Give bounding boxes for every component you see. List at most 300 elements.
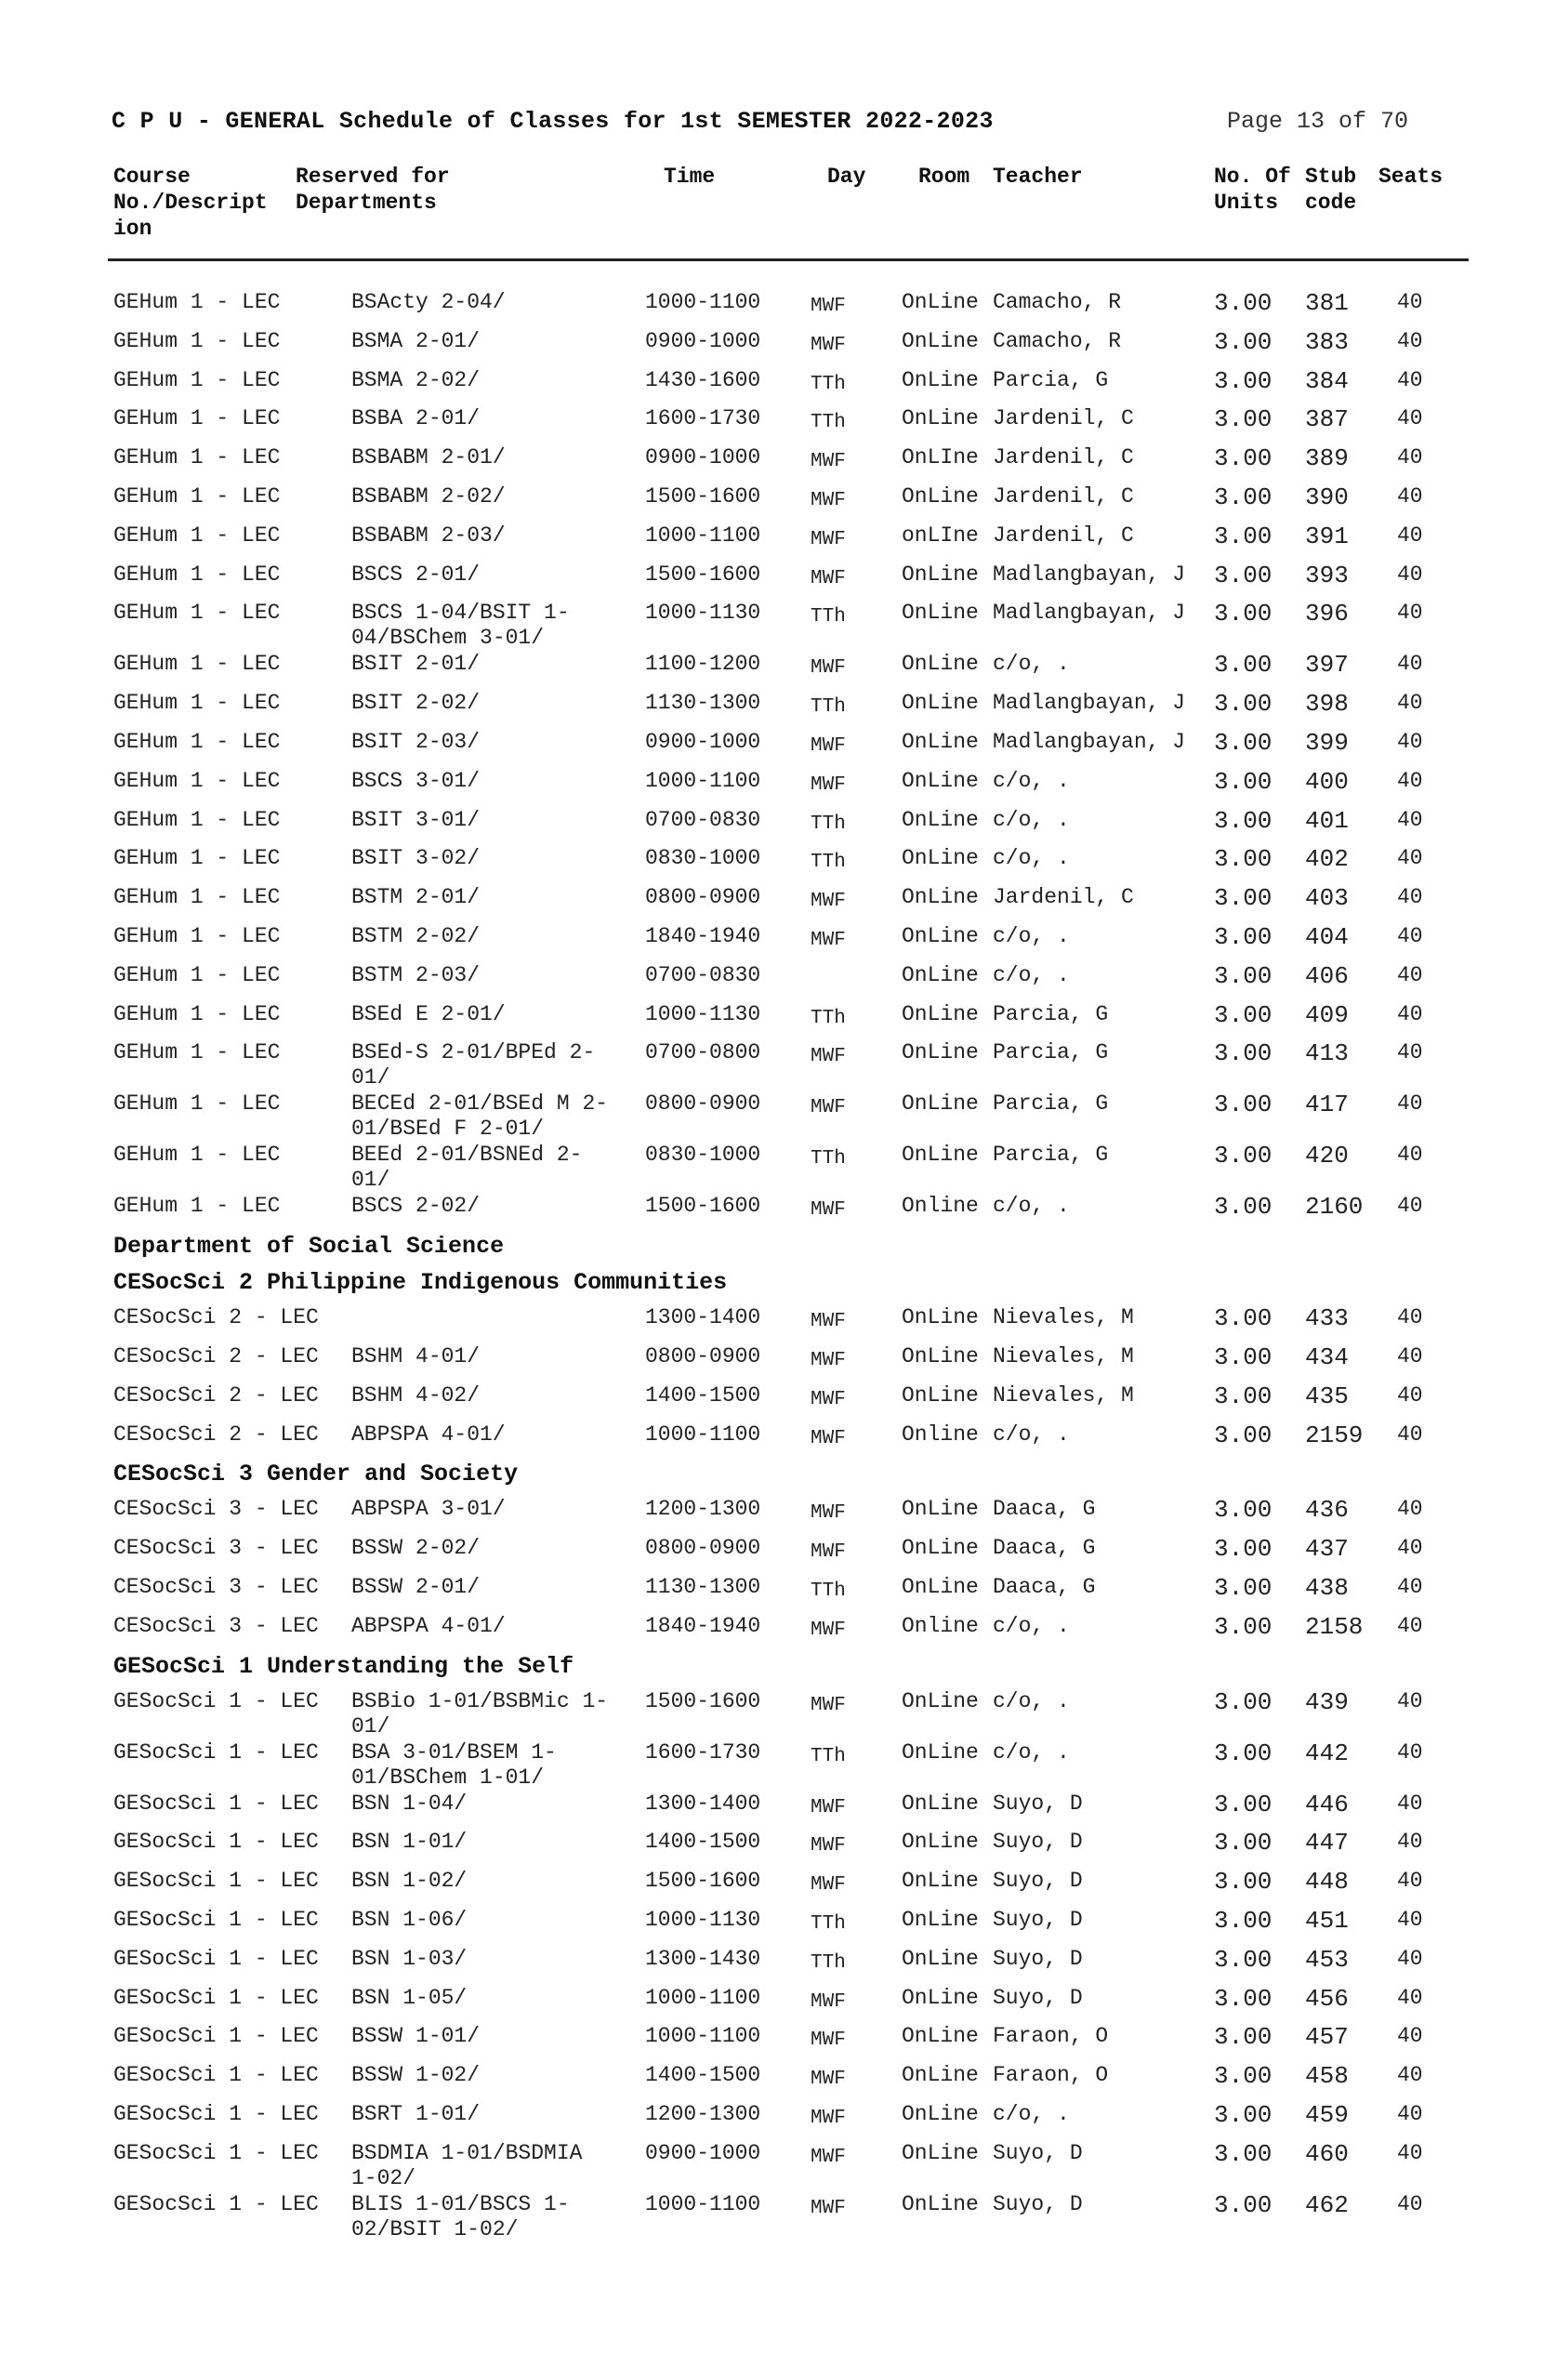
cell-seats: 40 — [1397, 367, 1423, 392]
cell-reserved: ABPSPA 4-01/ — [351, 1421, 506, 1447]
cell-teacher: Suyo, D — [993, 1946, 1083, 1971]
cell-teacher: c/o, . — [993, 1613, 1070, 1638]
cell-day: TTh — [811, 852, 846, 874]
cell-room: OnLine — [902, 1791, 979, 1816]
cell-reserved: BSMA 2-02/ — [351, 367, 481, 392]
cell-day: MWF — [811, 1990, 846, 2013]
cell-time: 1600-1730 — [645, 406, 761, 431]
cell-teacher: Parcia, G — [993, 1040, 1109, 1065]
cell-room: OnLine — [902, 1343, 979, 1368]
cell-room: OnLine — [902, 483, 979, 509]
cell-time: 1500-1600 — [645, 1869, 761, 1894]
cell-room: OnLine — [902, 290, 979, 314]
table-row — [0, 924, 1556, 963]
cell-units: 3.00 — [1214, 728, 1272, 757]
cell-time: 1400-1500 — [645, 2063, 761, 2088]
cell-day: TTh — [811, 1912, 846, 1935]
table-row — [0, 601, 1556, 652]
cell-course: GEHum 1 - LEC — [113, 601, 281, 626]
cell-room: OnLine — [902, 2191, 979, 2216]
cell-day: MWF — [811, 929, 846, 951]
cell-course: GESocSci 1 - LEC — [113, 1688, 319, 1713]
cell-teacher: Jardenil, C — [993, 445, 1134, 470]
cell-stub: 396 — [1305, 600, 1349, 628]
cell-units: 3.00 — [1214, 1687, 1272, 1716]
table-row — [0, 523, 1556, 562]
cell-seats: 40 — [1397, 1305, 1423, 1330]
cell-course: CESocSci 3 - LEC — [113, 1497, 319, 1522]
cell-room: OnLine — [902, 1497, 979, 1522]
cell-course: GEHum 1 - LEC — [113, 562, 281, 587]
cell-time: 1300-1430 — [645, 1946, 761, 1971]
cell-time: 1500-1600 — [645, 1688, 761, 1713]
table-row — [0, 2063, 1556, 2102]
cell-course: GEHum 1 - LEC — [113, 691, 281, 716]
cell-time: 0700-0830 — [645, 807, 761, 832]
cell-course: GEHum 1 - LEC — [113, 483, 281, 509]
cell-day: TTh — [811, 1007, 846, 1029]
cell-seats: 40 — [1397, 1613, 1423, 1638]
cell-stub: 446 — [1305, 1790, 1349, 1818]
cell-teacher: Suyo, D — [993, 2191, 1083, 2216]
cell-units: 3.00 — [1214, 289, 1272, 317]
cell-seats: 40 — [1397, 328, 1423, 353]
cell-day: MWF — [811, 2069, 846, 2091]
cell-room: onLIne — [902, 522, 979, 548]
cell-course: GEHum 1 - LEC — [113, 406, 281, 431]
cell-teacher: c/o, . — [993, 652, 1070, 677]
cell-stub: 398 — [1305, 690, 1349, 719]
cell-teacher: Suyo, D — [993, 1869, 1083, 1894]
cell-stub: 403 — [1305, 884, 1349, 913]
cell-time: 1000-1130 — [645, 1907, 761, 1932]
cell-day: MWF — [811, 1502, 846, 1525]
cell-units: 3.00 — [1214, 1868, 1272, 1897]
cell-reserved: BLIS 1-01/BSCS 1-02/BSIT 1-02/ — [351, 2191, 570, 2241]
table-row — [0, 290, 1556, 329]
cell-time: 1840-1940 — [645, 1613, 761, 1638]
col-header-teacher: Teacher — [993, 165, 1083, 189]
cell-day: MWF — [811, 2146, 846, 2168]
col-header-room: Room — [918, 165, 970, 189]
cell-time: 1300-1400 — [645, 1791, 761, 1816]
cell-units: 3.00 — [1214, 1382, 1272, 1410]
cell-stub: 460 — [1305, 2139, 1349, 2168]
cell-seats: 40 — [1397, 1946, 1423, 1971]
cell-course: GEHum 1 - LEC — [113, 367, 281, 392]
cell-reserved: ABPSPA 3-01/ — [351, 1497, 506, 1522]
cell-teacher: Madlangbayan, J — [993, 729, 1186, 754]
cell-time: 1000-1100 — [645, 1985, 761, 2010]
table-row — [0, 484, 1556, 523]
cell-teacher: Nievales, M — [993, 1343, 1134, 1368]
cell-room: OnLine — [902, 691, 979, 716]
cell-seats: 40 — [1397, 1194, 1423, 1219]
cell-course: GEHum 1 - LEC — [113, 768, 281, 793]
table-row — [0, 769, 1556, 808]
cell-teacher: Madlangbayan, J — [993, 691, 1186, 716]
cell-stub: 459 — [1305, 2100, 1349, 2129]
table-row — [0, 1536, 1556, 1575]
cell-day: MWF — [811, 774, 846, 796]
table-row — [0, 1040, 1556, 1091]
cell-stub: 400 — [1305, 767, 1349, 796]
cell-teacher: Jardenil, C — [993, 885, 1134, 910]
cell-units: 3.00 — [1214, 405, 1272, 434]
cell-room: OnLine — [902, 1305, 979, 1330]
cell-units: 3.00 — [1214, 2062, 1272, 2091]
cell-course: GESocSci 1 - LEC — [113, 1869, 319, 1894]
cell-seats: 40 — [1397, 729, 1423, 754]
cell-time: 1000-1100 — [645, 768, 761, 793]
table-row — [0, 963, 1556, 1002]
cell-stub: 447 — [1305, 1829, 1349, 1858]
cell-units: 3.00 — [1214, 327, 1272, 356]
table-row — [0, 1344, 1556, 1383]
cell-teacher: c/o, . — [993, 923, 1070, 948]
cell-room: OnLine — [902, 1907, 979, 1932]
cell-teacher: c/o, . — [993, 846, 1070, 871]
cell-seats: 40 — [1397, 1040, 1423, 1065]
cell-units: 3.00 — [1214, 1193, 1272, 1222]
cell-teacher: Daaca, G — [993, 1574, 1096, 1599]
cell-course: GEHum 1 - LEC — [113, 846, 281, 871]
cell-room: OnLine — [902, 729, 979, 754]
cell-units: 3.00 — [1214, 1906, 1272, 1935]
col-header-stub: Stub code — [1305, 165, 1357, 215]
cell-seats: 40 — [1397, 2101, 1423, 2126]
col-header-course: Course No./Descript ion — [113, 165, 268, 241]
table-row — [0, 1614, 1556, 1653]
cell-seats: 40 — [1397, 2191, 1423, 2216]
cell-seats: 40 — [1397, 1739, 1423, 1765]
cell-units: 3.00 — [1214, 651, 1272, 680]
table-row — [0, 1143, 1556, 1194]
cell-units: 3.00 — [1214, 767, 1272, 796]
cell-teacher: Suyo, D — [993, 2140, 1083, 2165]
cell-day: TTh — [811, 1745, 846, 1767]
cell-room: OnLine — [902, 2101, 979, 2126]
cell-room: OnLine — [902, 1143, 979, 1168]
cell-stub: 453 — [1305, 1945, 1349, 1974]
cell-time: 1400-1500 — [645, 1382, 761, 1408]
cell-day: MWF — [811, 1349, 846, 1371]
cell-units: 3.00 — [1214, 690, 1272, 719]
cell-reserved: BSCS 2-02/ — [351, 1194, 481, 1219]
cell-reserved: BSIT 2-01/ — [351, 652, 481, 677]
cell-reserved: BSBio 1-01/BSBMic 1-01/ — [351, 1688, 609, 1739]
table-row — [0, 1422, 1556, 1461]
cell-units: 3.00 — [1214, 366, 1272, 395]
cell-course: GEHum 1 - LEC — [113, 1091, 281, 1117]
cell-reserved: BSHM 4-02/ — [351, 1382, 481, 1408]
cell-room: OnLine — [902, 2024, 979, 2049]
cell-course: GEHum 1 - LEC — [113, 807, 281, 832]
cell-seats: 40 — [1397, 1001, 1423, 1026]
cell-seats: 40 — [1397, 290, 1423, 314]
table-row — [0, 1908, 1556, 1947]
cell-units: 3.00 — [1214, 1421, 1272, 1449]
cell-day: MWF — [811, 1097, 846, 1119]
col-header-reserved: Reserved for Departments — [296, 165, 450, 215]
cell-course: GESocSci 1 - LEC — [113, 1791, 319, 1816]
cell-reserved: BSN 1-06/ — [351, 1907, 468, 1932]
cell-day: MWF — [811, 1796, 846, 1818]
cell-units: 3.00 — [1214, 2139, 1272, 2168]
section-heading: CESocSci 3 Gender and Society — [113, 1461, 519, 1488]
cell-teacher: c/o, . — [993, 1739, 1070, 1765]
cell-time: 1000-1100 — [645, 2024, 761, 2049]
cell-reserved: BSIT 3-01/ — [351, 807, 481, 832]
cell-units: 3.00 — [1214, 2100, 1272, 2129]
cell-room: Online — [902, 1194, 979, 1219]
table-row — [0, 808, 1556, 847]
cell-seats: 40 — [1397, 923, 1423, 948]
header-divider — [108, 258, 1469, 261]
cell-seats: 40 — [1397, 691, 1423, 716]
cell-time: 1400-1500 — [645, 1830, 761, 1855]
cell-teacher: Parcia, G — [993, 367, 1109, 392]
cell-room: OnLine — [902, 652, 979, 677]
document-title: C P U - GENERAL Schedule of Classes for 1st SEMESTER 2022-2023 — [112, 108, 994, 135]
table-row — [0, 562, 1556, 602]
cell-reserved: BSMA 2-01/ — [351, 328, 481, 353]
cell-units: 3.00 — [1214, 806, 1272, 835]
cell-stub: 384 — [1305, 366, 1349, 395]
cell-course: GEHum 1 - LEC — [113, 729, 281, 754]
cell-seats: 40 — [1397, 652, 1423, 677]
cell-course: GESocSci 1 - LEC — [113, 1907, 319, 1932]
cell-stub: 389 — [1305, 444, 1349, 473]
cell-seats: 40 — [1397, 846, 1423, 871]
cell-seats: 40 — [1397, 1869, 1423, 1894]
cell-course: GESocSci 1 - LEC — [113, 2140, 319, 2165]
cell-time: 0700-0800 — [645, 1040, 761, 1065]
cell-day: MWF — [811, 489, 846, 511]
schedule-table — [0, 290, 1556, 2243]
cell-time: 1000-1100 — [645, 290, 761, 314]
cell-day: MWF — [811, 1199, 846, 1222]
cell-room: OnLine — [902, 1091, 979, 1117]
cell-course: GEHum 1 - LEC — [113, 652, 281, 677]
cell-day: TTh — [811, 696, 846, 719]
cell-reserved: BSN 1-01/ — [351, 1830, 468, 1855]
cell-course: CESocSci 2 - LEC — [113, 1421, 319, 1447]
cell-day: MWF — [811, 1311, 846, 1333]
cell-stub: 2160 — [1305, 1193, 1364, 1222]
page-number: Page 13 of 70 — [1227, 108, 1409, 135]
cell-units: 3.00 — [1214, 845, 1272, 874]
cell-room: OnLine — [902, 885, 979, 910]
cell-teacher: Faraon, O — [993, 2024, 1109, 2049]
cell-time: 1500-1600 — [645, 562, 761, 587]
cell-teacher: Daaca, G — [993, 1497, 1096, 1522]
cell-room: OnLine — [902, 846, 979, 871]
cell-day: MWF — [811, 1046, 846, 1068]
cell-room: OnLine — [902, 2063, 979, 2088]
cell-day: TTh — [811, 1148, 846, 1170]
cell-course: GEHum 1 - LEC — [113, 328, 281, 353]
cell-teacher: Jardenil, C — [993, 406, 1134, 431]
cell-units: 3.00 — [1214, 1091, 1272, 1119]
cell-time: 0800-0900 — [645, 1343, 761, 1368]
cell-seats: 40 — [1397, 1091, 1423, 1117]
table-row — [0, 1986, 1556, 2025]
cell-reserved: BSIT 3-02/ — [351, 846, 481, 871]
table-row — [0, 885, 1556, 924]
cell-room: OnLine — [902, 2140, 979, 2165]
cell-teacher: Suyo, D — [993, 1791, 1083, 1816]
cell-units: 3.00 — [1214, 922, 1272, 951]
table-row — [0, 2192, 1556, 2243]
table-row — [0, 730, 1556, 769]
cell-course: GEHum 1 - LEC — [113, 885, 281, 910]
cell-units: 3.00 — [1214, 561, 1272, 589]
cell-stub: 458 — [1305, 2062, 1349, 2091]
cell-time: 1100-1200 — [645, 652, 761, 677]
cell-room: OnLine — [902, 1869, 979, 1894]
cell-room: OnLine — [902, 768, 979, 793]
cell-day: MWF — [811, 1427, 846, 1449]
cell-reserved: BSSW 1-02/ — [351, 2063, 481, 2088]
cell-teacher: Camacho, R — [993, 328, 1122, 353]
cell-room: Online — [902, 1421, 979, 1447]
cell-reserved: BSN 1-04/ — [351, 1791, 468, 1816]
cell-stub: 434 — [1305, 1342, 1349, 1371]
section-heading: Department of Social Science — [113, 1233, 505, 1261]
cell-reserved: BSIT 2-03/ — [351, 729, 481, 754]
cell-day: MWF — [811, 2197, 846, 2219]
cell-room: OnLine — [902, 1688, 979, 1713]
cell-stub: 406 — [1305, 961, 1349, 990]
cell-units: 3.00 — [1214, 2023, 1272, 2052]
table-row — [0, 445, 1556, 484]
cell-stub: 438 — [1305, 1573, 1349, 1602]
cell-units: 3.00 — [1214, 1535, 1272, 1564]
cell-time: 0900-1000 — [645, 2140, 761, 2165]
cell-time: 1000-1100 — [645, 2191, 761, 2216]
cell-seats: 40 — [1397, 1343, 1423, 1368]
cell-day: TTh — [811, 373, 846, 395]
cell-course: GESocSci 1 - LEC — [113, 2063, 319, 2088]
cell-reserved: BSRT 1-01/ — [351, 2101, 481, 2126]
cell-seats: 40 — [1397, 885, 1423, 910]
cell-teacher: Faraon, O — [993, 2063, 1109, 2088]
cell-course: GEHum 1 - LEC — [113, 1001, 281, 1026]
cell-time: 0830-1000 — [645, 1143, 761, 1168]
table-row — [0, 329, 1556, 368]
cell-stub: 401 — [1305, 806, 1349, 835]
cell-teacher: Daaca, G — [993, 1536, 1096, 1561]
cell-time: 1000-1130 — [645, 601, 761, 626]
cell-seats: 40 — [1397, 1382, 1423, 1408]
cell-stub: 417 — [1305, 1091, 1349, 1119]
cell-course: GESocSci 1 - LEC — [113, 2191, 319, 2216]
cell-day: MWF — [811, 2107, 846, 2129]
cell-seats: 40 — [1397, 807, 1423, 832]
cell-teacher: Jardenil, C — [993, 522, 1134, 548]
cell-room: OnLine — [902, 1001, 979, 1026]
cell-reserved: BSCS 2-01/ — [351, 562, 481, 587]
cell-reserved: BSTM 2-03/ — [351, 962, 481, 987]
table-row — [0, 691, 1556, 730]
cell-seats: 40 — [1397, 1497, 1423, 1522]
cell-time: 1300-1400 — [645, 1305, 761, 1330]
cell-seats: 40 — [1397, 1688, 1423, 1713]
cell-units: 3.00 — [1214, 1304, 1272, 1333]
cell-day: TTh — [811, 1580, 846, 1602]
cell-reserved: BSSW 2-01/ — [351, 1574, 481, 1599]
table-row — [0, 406, 1556, 445]
cell-units: 3.00 — [1214, 1984, 1272, 2013]
cell-seats: 40 — [1397, 562, 1423, 587]
cell-day: MWF — [811, 528, 846, 550]
table-row — [0, 1947, 1556, 1986]
cell-course: GEHum 1 - LEC — [113, 923, 281, 948]
table-row — [0, 1869, 1556, 1908]
cell-course: GESocSci 1 - LEC — [113, 1739, 319, 1765]
cell-stub: 397 — [1305, 651, 1349, 680]
cell-day: MWF — [811, 1388, 846, 1410]
cell-stub: 413 — [1305, 1039, 1349, 1068]
cell-reserved: BECEd 2-01/BSEd M 2-01/BSEd F 2-01/ — [351, 1091, 609, 1142]
cell-course: GESocSci 1 - LEC — [113, 1830, 319, 1855]
cell-teacher: Camacho, R — [993, 290, 1122, 314]
cell-time: 0700-0830 — [645, 962, 761, 987]
cell-day: TTh — [811, 813, 846, 835]
cell-seats: 40 — [1397, 1985, 1423, 2010]
cell-units: 3.00 — [1214, 1612, 1272, 1641]
table-row — [0, 846, 1556, 885]
cell-reserved: BSTM 2-01/ — [351, 885, 481, 910]
cell-time: 0900-1000 — [645, 445, 761, 470]
cell-seats: 40 — [1397, 1143, 1423, 1168]
table-row — [0, 1091, 1556, 1143]
cell-reserved: BSA 3-01/BSEM 1-01/BSChem 1-01/ — [351, 1739, 557, 1790]
cell-units: 3.00 — [1214, 444, 1272, 473]
cell-course: GESocSci 1 - LEC — [113, 1985, 319, 2010]
cell-room: OnLine — [902, 562, 979, 587]
cell-seats: 40 — [1397, 2063, 1423, 2088]
cell-room: OnLine — [902, 962, 979, 987]
cell-stub: 439 — [1305, 1687, 1349, 1716]
cell-time: 0830-1000 — [645, 846, 761, 871]
cell-course: GEHum 1 - LEC — [113, 962, 281, 987]
cell-day: MWF — [811, 657, 846, 680]
cell-room: OnLine — [902, 1382, 979, 1408]
table-row — [0, 1575, 1556, 1614]
table-row — [0, 2141, 1556, 2192]
cell-stub: 457 — [1305, 2023, 1349, 2052]
cell-time: 1130-1300 — [645, 691, 761, 716]
cell-units: 3.00 — [1214, 1496, 1272, 1525]
cell-seats: 40 — [1397, 1536, 1423, 1561]
cell-seats: 40 — [1397, 1830, 1423, 1855]
cell-course: CESocSci 3 - LEC — [113, 1613, 319, 1638]
cell-teacher: c/o, . — [993, 768, 1070, 793]
cell-stub: 448 — [1305, 1868, 1349, 1897]
cell-room: OnLine — [902, 367, 979, 392]
cell-stub: 387 — [1305, 405, 1349, 434]
cell-day: TTh — [811, 606, 846, 628]
cell-course: CESocSci 2 - LEC — [113, 1343, 319, 1368]
cell-reserved: BSN 1-02/ — [351, 1869, 468, 1894]
cell-teacher: c/o, . — [993, 1421, 1070, 1447]
cell-reserved: BSBA 2-01/ — [351, 406, 481, 431]
table-row — [0, 1689, 1556, 1740]
cell-teacher: Nievales, M — [993, 1305, 1134, 1330]
cell-teacher: Nievales, M — [993, 1382, 1134, 1408]
